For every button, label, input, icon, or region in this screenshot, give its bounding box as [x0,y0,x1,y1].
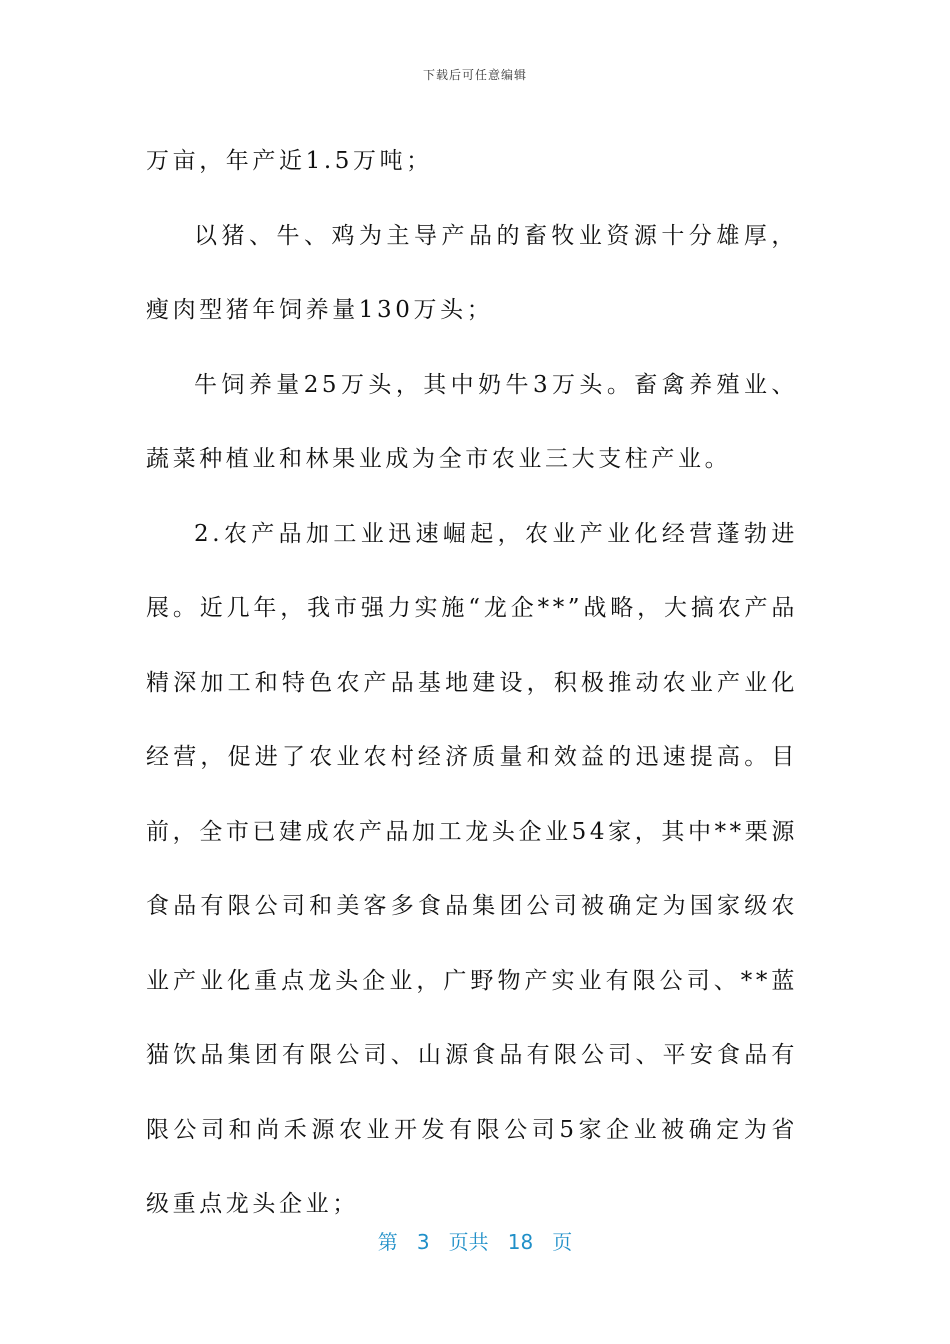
paragraph-3: 牛饲养量25万头，其中奶牛3万头。畜禽养殖业、蔬菜种植业和林果业成为全市农业三大支柱产业。 [146,371,798,472]
footer-prefix: 第 [377,1230,398,1254]
footer-total-pages: 18 [507,1230,534,1254]
footer-current-page: 3 [416,1230,430,1254]
footer-suffix: 页 [552,1230,573,1254]
document-body [146,124,798,1242]
page-header: 下载后可任意编辑 [422,68,527,82]
footer-middle: 页共 [448,1230,489,1254]
paragraph-4: 2.农产品加工业迅速崛起，农业产业化经营蓬勃进展。近几年，我市强力实施“龙企**”战略，大搞农产品精深加工和特色农产品基地建设，积极推动农业产业化经营，促进了农业农村经济质量和效益的迅速提高。目前，全市已建成农产品加工龙头企业54家，其中**栗源食品有限公司和美客多食品集团公司被确定为国家级农业产业化重点龙头企业，广野物产实业有限公司、**蓝猫饮品集团有限公司、山源食品有限公司、平安食品有限公司和尚禾源农业开发有限公司5家企业被确定为省级重点龙头企业； [146,520,798,1217]
page-footer [0,1226,950,1255]
paragraph-1: 万亩，年产近1.5万吨； [146,148,433,174]
paragraph-2: 以猪、牛、鸡为主导产品的畜牧业资源十分雄厚，瘦肉型猪年饲养量130万头； [146,222,798,323]
